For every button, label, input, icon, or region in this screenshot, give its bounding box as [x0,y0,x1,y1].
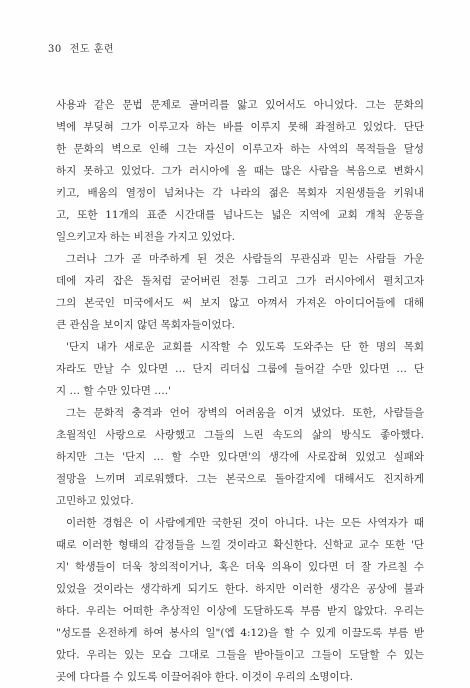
text-line: 이러한 경험은 이 사람에게만 국한된 것이 아니다. 나는 모든 사역자가 때 [66,517,424,529]
text-line: "성도를 온전하게 하여 봉사의 일"(엡 4:12)을 할 수 있게 이끌도록 부름 받 [56,627,424,639]
body-text [56,94,424,688]
text-line: 그러나 그가 곧 마주하게 된 것은 사람들의 무관심과 믿는 사람들 가운 [66,253,424,265]
running-head [48,40,114,55]
text-line: 큰 관심을 보이지 않던 목회자들이었다. [56,319,235,331]
text-line: 키고, 배움의 열정이 넘쳐나는 각 나라의 젊은 목회자 지원생들을 키워내 [56,187,424,199]
text-line: 자라도 만날 수 있다면 … 단지 리더십 그룹에 들어갈 수만 있다면 … 단 [56,363,424,375]
text-line: 고민하고 있었다. [56,495,134,507]
text-line: 일으키고자 하는 비전을 가지고 있었다. [56,231,235,243]
text-line: 하지만 그는 '단지 … 할 수만 있다면'의 생각에 사로잡혀 있었고 실패와 [56,451,424,463]
text-line: 한 문화의 벽으로 인해 그는 자신이 이루고자 하는 사역의 목적들을 달성 [56,143,424,155]
text-line: 지 … 할 수만 있다면 ….' [56,385,171,397]
text-line: 그의 본국인 미국에서도 써 보지 않고 아껴서 가져온 아이디어들에 대해 [56,297,424,309]
text-line: 하지 못하고 있었다. 그가 러시아에 올 때는 많은 사람을 복음으로 변화시 [56,165,424,177]
text-line: 고, 또한 11개의 표준 시간대를 넘나드는 넓은 지역에 교회 개척 운동을 [56,209,424,221]
text-line: 때로 이러한 형태의 감정들을 느낄 것이라고 확신한다. 신학교 교수 또한 '단 [56,539,424,551]
text-line: 있었을 것이라는 생각하게 되기도 한다. 하지만 이러한 생각은 공상에 불과 [56,583,424,595]
page-number: 30 [48,44,62,55]
text-line: 그는 문화적 충격과 언어 장벽의 어려움을 이겨 냈었다. 또한, 사람들을 [66,407,424,419]
text-line: 데에 자리 잡은 돌처럼 굳어버린 전통 그리고 그가 러시아에서 펼치고자 [56,275,424,287]
text-line: 하다. 우리는 어떠한 추상적인 이상에 도달하도록 부름 받지 않았다. 우리는 [56,605,424,617]
chapter-title: 전도 훈련 [69,44,115,55]
text-line: 사용과 같은 문법 문제로 골머리를 앓고 있어서도 아니었다. 그는 문화의 [56,99,424,111]
text-line: 았다. 우리는 있는 모습 그대로 그들을 받아들이고 그들이 도달할 수 있는 [56,649,424,661]
text-line: 지' 학생들이 더욱 창의적이거나, 혹은 더욱 의욕이 있다면 더 잘 가르칠 수 [56,561,424,573]
text-line: 초월적인 사랑으로 사랑했고 그들의 느린 속도의 삶의 방식도 좋아했다. [56,429,424,441]
text-line: '단지 내가 새로운 교회를 시작할 수 있도록 도와주는 단 한 명의 목회 [66,341,424,353]
text-line: 벽에 부딪혀 그가 이루고자 하는 바를 이루지 못해 좌절하고 있었다. 단단 [56,121,424,133]
text-line: 절망을 느끼며 괴로워했다. 그는 본국으로 돌아갈지에 대해서도 진지하게 [56,473,424,485]
text-line: 곳에 다다를 수 있도록 이끌어줘야 한다. 이것이 우리의 소명이다. [56,671,354,683]
